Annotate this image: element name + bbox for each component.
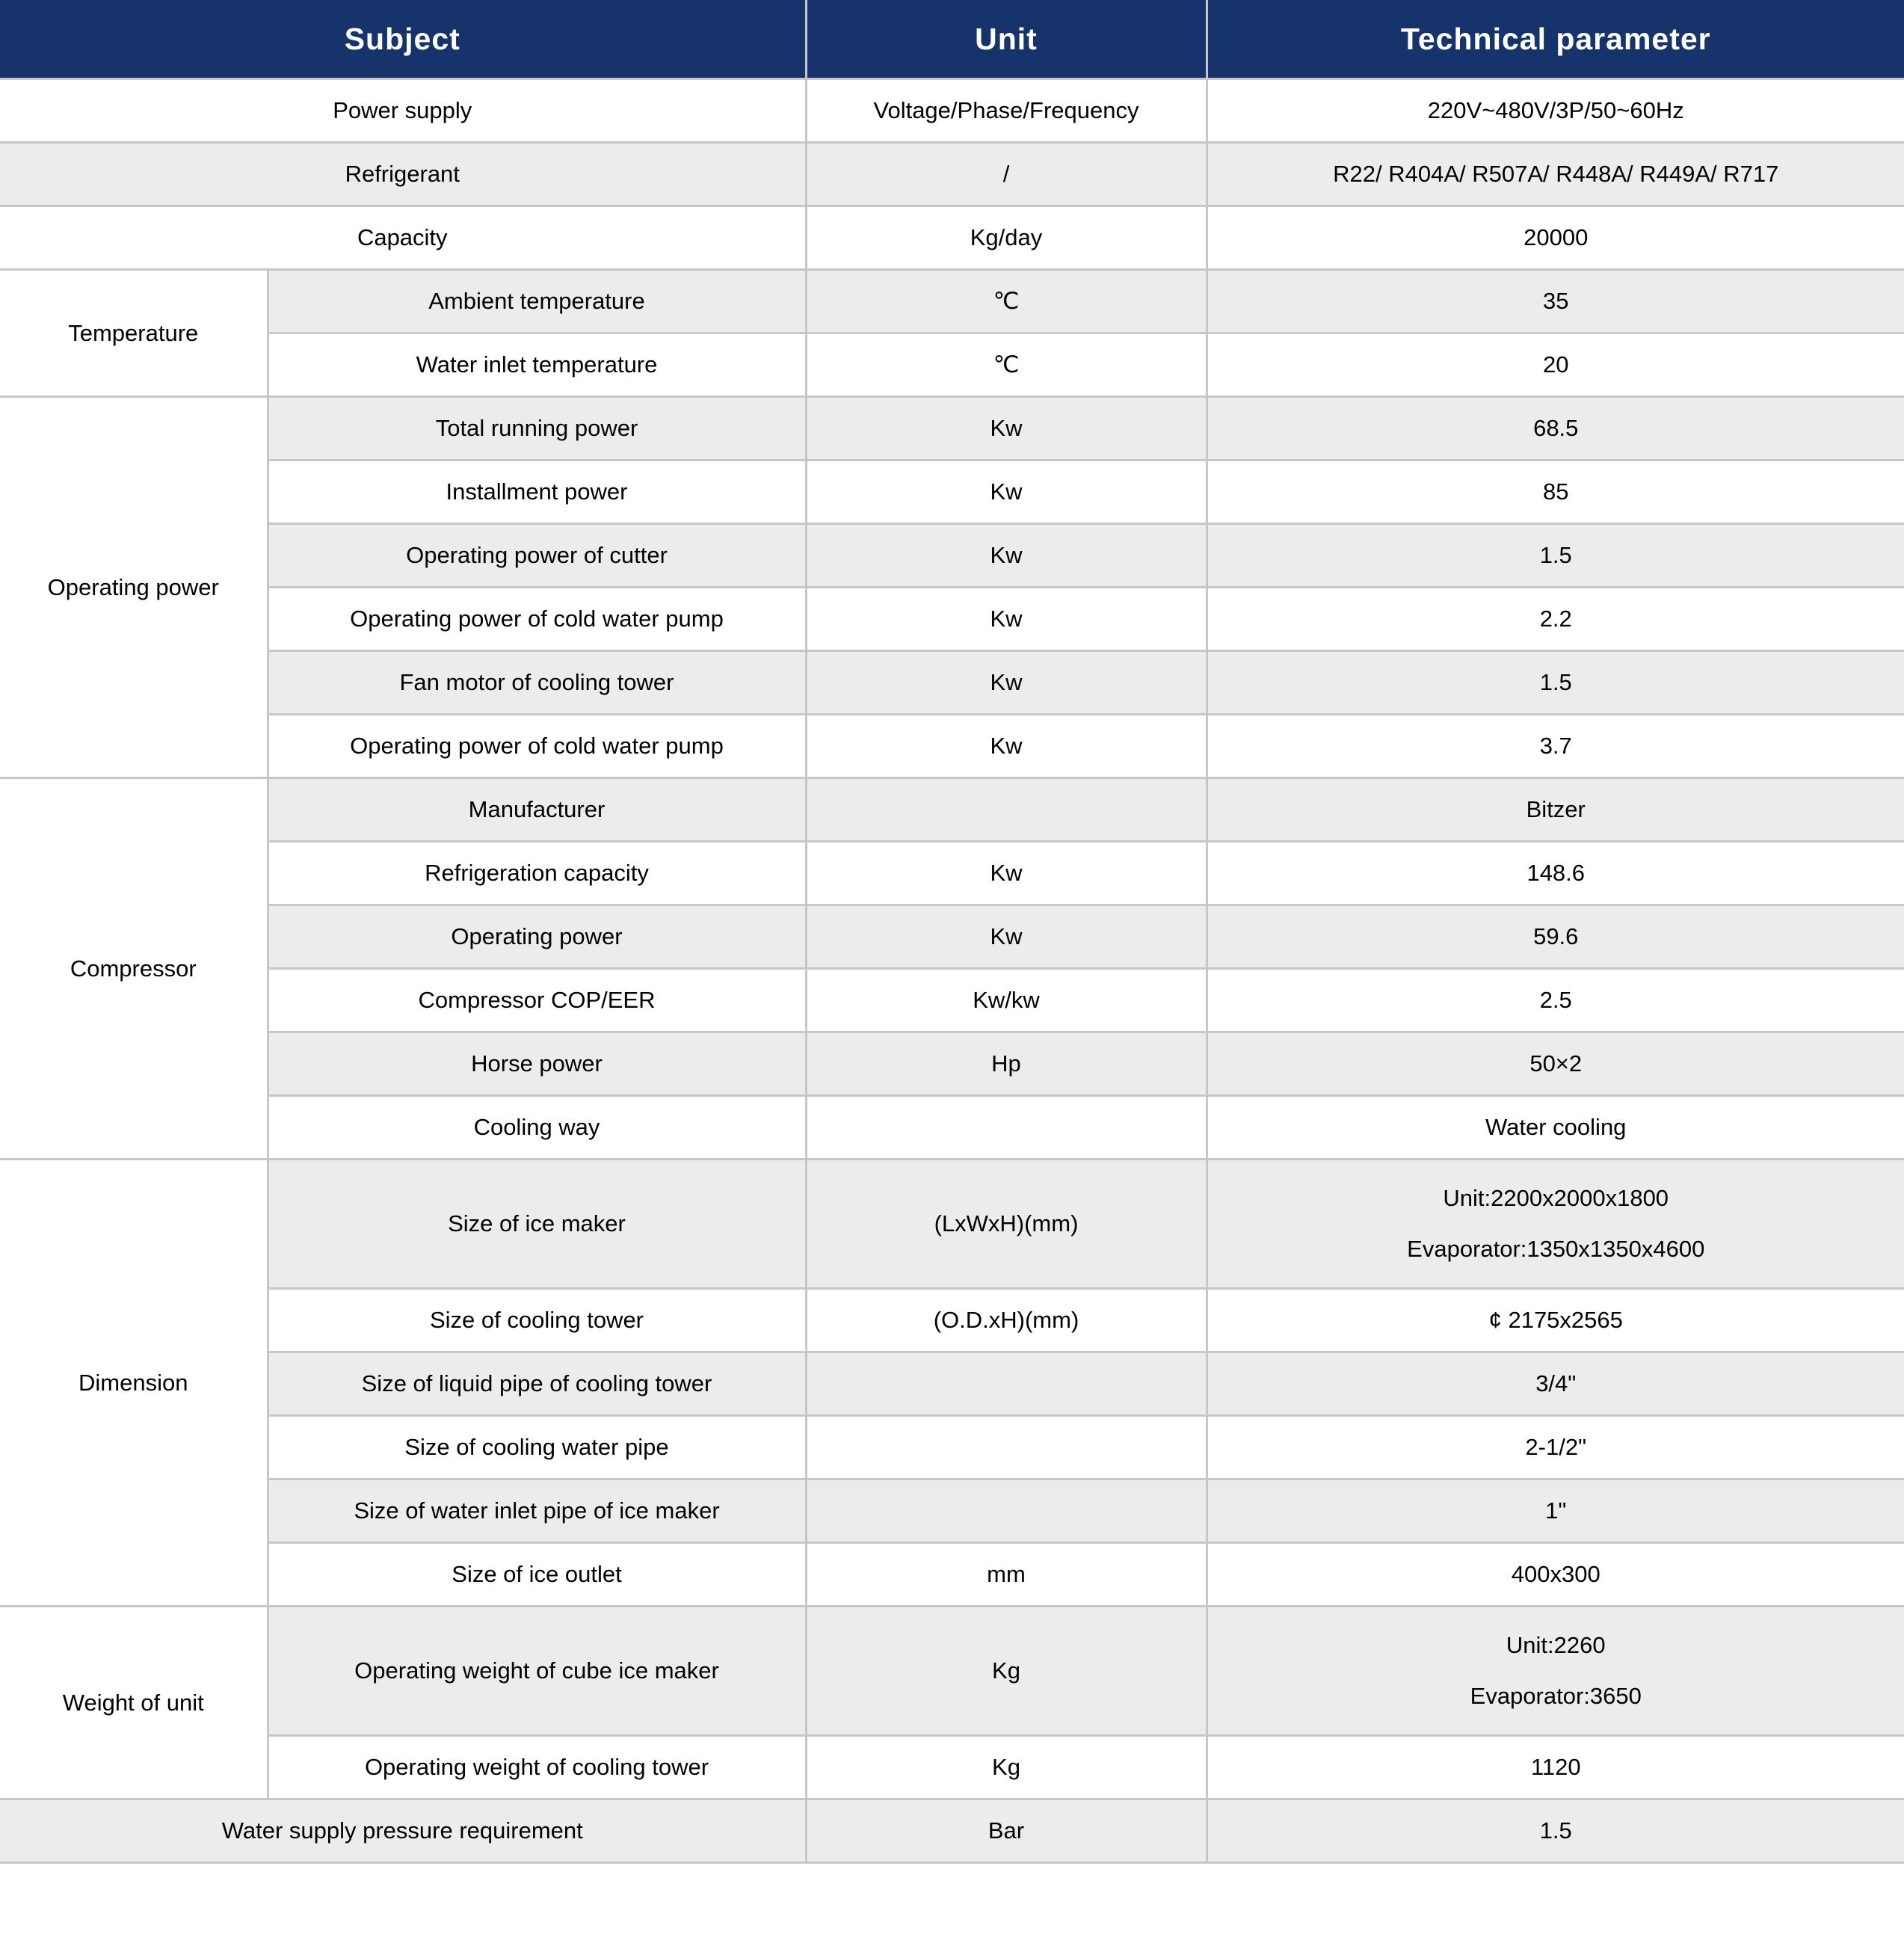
row-subject: Horse power bbox=[268, 1032, 806, 1096]
row-value: 68.5 bbox=[1207, 397, 1904, 461]
row-subject: Water inlet temperature bbox=[268, 333, 806, 397]
table-row bbox=[0, 1032, 1904, 1096]
row-unit bbox=[806, 1352, 1207, 1416]
row-value: 3.7 bbox=[1207, 715, 1904, 778]
row-value-line2: Evaporator:3650 bbox=[1470, 1683, 1642, 1709]
row-subject: Ambient temperature bbox=[268, 270, 806, 333]
table-row bbox=[0, 905, 1904, 969]
table-row bbox=[0, 1416, 1904, 1479]
row-subject: Size of water inlet pipe of ice maker bbox=[268, 1479, 806, 1543]
row-unit bbox=[806, 778, 1207, 842]
row-unit: Kw bbox=[806, 842, 1207, 905]
table-row bbox=[0, 1289, 1904, 1352]
row-unit: Kw bbox=[806, 524, 1207, 588]
category-cell: Weight of unit bbox=[0, 1607, 268, 1799]
row-subject: Operating power of cutter bbox=[268, 524, 806, 588]
row-unit: Kw/kw bbox=[806, 969, 1207, 1032]
row-value: 1.5 bbox=[1207, 651, 1904, 715]
row-unit: Kw bbox=[806, 397, 1207, 461]
row-unit: Bar bbox=[806, 1799, 1207, 1863]
table-row bbox=[0, 651, 1904, 715]
col-header-parameter: Technical parameter bbox=[1207, 0, 1904, 79]
row-subject: Size of ice outlet bbox=[268, 1543, 806, 1607]
col-header-unit: Unit bbox=[806, 0, 1207, 79]
row-subject: Power supply bbox=[0, 79, 806, 143]
table-row bbox=[0, 1607, 1904, 1736]
category-cell: Compressor bbox=[0, 778, 268, 1160]
table-row bbox=[0, 270, 1904, 333]
row-unit: Kw bbox=[806, 715, 1207, 778]
row-value: 1" bbox=[1207, 1479, 1904, 1543]
row-value: 85 bbox=[1207, 461, 1904, 524]
row-unit bbox=[806, 1096, 1207, 1160]
row-subject: Compressor COP/EER bbox=[268, 969, 806, 1032]
row-unit: mm bbox=[806, 1543, 1207, 1607]
table-row bbox=[0, 333, 1904, 397]
header-row bbox=[0, 0, 1904, 79]
table-row bbox=[0, 588, 1904, 651]
row-unit: Kg bbox=[806, 1607, 1207, 1736]
table-row bbox=[0, 1479, 1904, 1543]
table-row bbox=[0, 143, 1904, 206]
row-subject: Operating weight of cooling tower bbox=[268, 1736, 806, 1799]
row-value: 2.2 bbox=[1207, 588, 1904, 651]
row-value bbox=[1207, 1607, 1904, 1736]
row-unit: Kw bbox=[806, 651, 1207, 715]
row-subject: Size of liquid pipe of cooling tower bbox=[268, 1352, 806, 1416]
row-unit: (LxWxH)(mm) bbox=[806, 1160, 1207, 1289]
row-value: 400x300 bbox=[1207, 1543, 1904, 1607]
table-row bbox=[0, 969, 1904, 1032]
row-subject: Operating power bbox=[268, 905, 806, 969]
category-cell: Dimension bbox=[0, 1160, 268, 1607]
row-value-line1: Unit:2200x2000x1800 bbox=[1443, 1185, 1669, 1211]
row-value: 59.6 bbox=[1207, 905, 1904, 969]
row-unit bbox=[806, 1416, 1207, 1479]
table-row bbox=[0, 715, 1904, 778]
row-value-line2: Evaporator:1350x1350x4600 bbox=[1407, 1236, 1705, 1262]
row-value: 1.5 bbox=[1207, 1799, 1904, 1863]
table-row bbox=[0, 1799, 1904, 1863]
row-subject: Refrigeration capacity bbox=[268, 842, 806, 905]
table-row bbox=[0, 1736, 1904, 1799]
row-unit: Kg bbox=[806, 1736, 1207, 1799]
row-value: 1120 bbox=[1207, 1736, 1904, 1799]
table-row bbox=[0, 778, 1904, 842]
row-unit: Kw bbox=[806, 905, 1207, 969]
row-value: 35 bbox=[1207, 270, 1904, 333]
category-cell: Operating power bbox=[0, 397, 268, 778]
row-unit: Hp bbox=[806, 1032, 1207, 1096]
row-value: 148.6 bbox=[1207, 842, 1904, 905]
row-value: 220V~480V/3P/50~60Hz bbox=[1207, 79, 1904, 143]
row-value: Water cooling bbox=[1207, 1096, 1904, 1160]
table-row bbox=[0, 1096, 1904, 1160]
table-row bbox=[0, 1543, 1904, 1607]
row-subject: Installment power bbox=[268, 461, 806, 524]
row-value bbox=[1207, 1160, 1904, 1289]
row-subject: Manufacturer bbox=[268, 778, 806, 842]
row-unit: Voltage/Phase/Frequency bbox=[806, 79, 1207, 143]
row-subject: Total running power bbox=[268, 397, 806, 461]
col-header-subject: Subject bbox=[0, 0, 806, 79]
row-subject: Operating power of cold water pump bbox=[268, 588, 806, 651]
row-value: 20000 bbox=[1207, 206, 1904, 270]
row-subject: Refrigerant bbox=[0, 143, 806, 206]
row-subject: Capacity bbox=[0, 206, 806, 270]
table-row bbox=[0, 206, 1904, 270]
row-unit: ℃ bbox=[806, 270, 1207, 333]
row-value: 2-1/2" bbox=[1207, 1416, 1904, 1479]
table-row bbox=[0, 397, 1904, 461]
row-subject: Size of cooling tower bbox=[268, 1289, 806, 1352]
table-row bbox=[0, 1160, 1904, 1289]
table-row bbox=[0, 79, 1904, 143]
row-value: 2.5 bbox=[1207, 969, 1904, 1032]
row-subject: Cooling way bbox=[268, 1096, 806, 1160]
row-value: R22/ R404A/ R507A/ R448A/ R449A/ R717 bbox=[1207, 143, 1904, 206]
row-subject: Size of ice maker bbox=[268, 1160, 806, 1289]
row-unit: Kg/day bbox=[806, 206, 1207, 270]
row-subject: Size of cooling water pipe bbox=[268, 1416, 806, 1479]
row-subject: Water supply pressure requirement bbox=[0, 1799, 806, 1863]
table-row bbox=[0, 842, 1904, 905]
row-value: 1.5 bbox=[1207, 524, 1904, 588]
row-value-line1: Unit:2260 bbox=[1506, 1632, 1606, 1658]
table-row bbox=[0, 461, 1904, 524]
row-unit: (O.D.xH)(mm) bbox=[806, 1289, 1207, 1352]
table-row bbox=[0, 1352, 1904, 1416]
row-unit: Kw bbox=[806, 461, 1207, 524]
row-unit: / bbox=[806, 143, 1207, 206]
row-value: 20 bbox=[1207, 333, 1904, 397]
row-unit bbox=[806, 1479, 1207, 1543]
row-value: Bitzer bbox=[1207, 778, 1904, 842]
table-row bbox=[0, 524, 1904, 588]
row-unit: Kw bbox=[806, 588, 1207, 651]
row-subject: Operating power of cold water pump bbox=[268, 715, 806, 778]
row-subject: Operating weight of cube ice maker bbox=[268, 1607, 806, 1736]
row-unit: ℃ bbox=[806, 333, 1207, 397]
row-subject: Fan motor of cooling tower bbox=[268, 651, 806, 715]
row-value: ¢ 2175x2565 bbox=[1207, 1289, 1904, 1352]
row-value: 3/4" bbox=[1207, 1352, 1904, 1416]
row-value: 50×2 bbox=[1207, 1032, 1904, 1096]
category-cell: Temperature bbox=[0, 270, 268, 397]
